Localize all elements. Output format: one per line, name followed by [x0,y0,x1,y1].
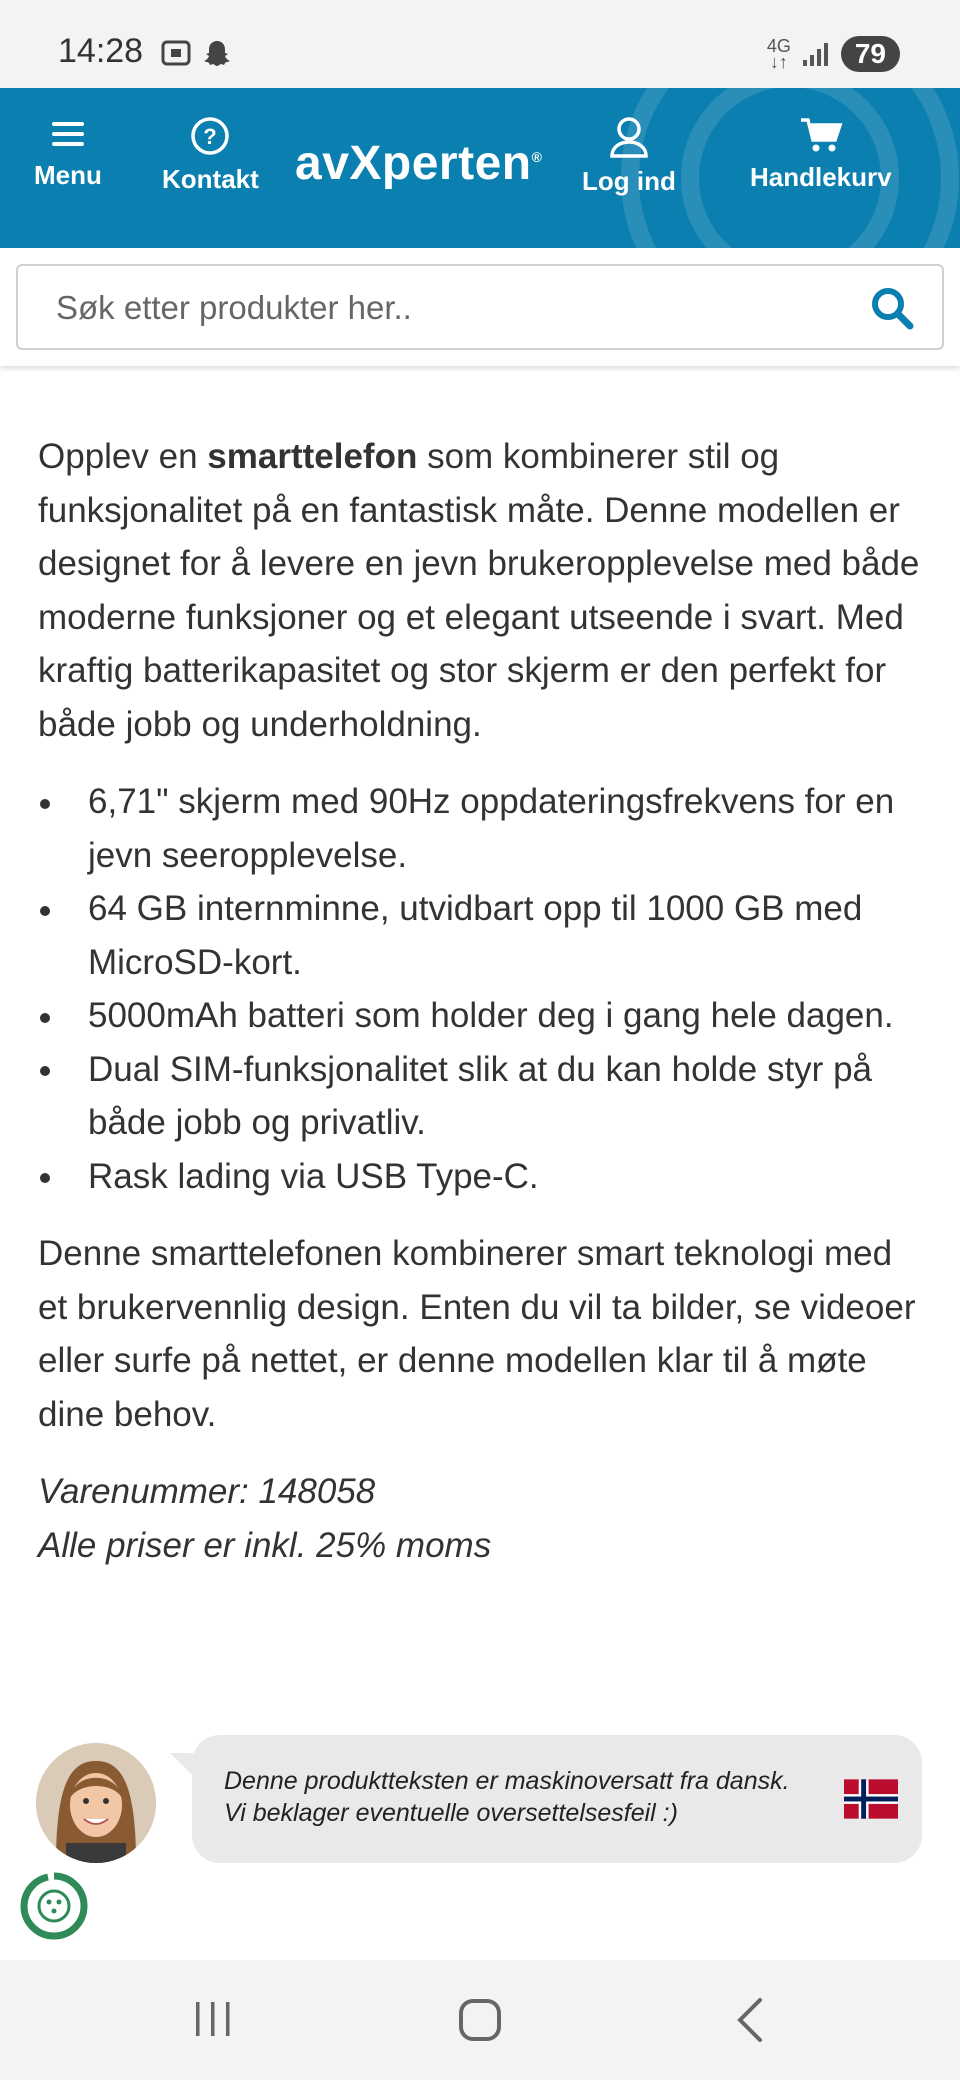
logo-mark: ® [531,149,543,165]
list-item [38,882,928,989]
menu-button[interactable] [34,116,102,191]
cart-label: Handlekurv [750,162,892,192]
translation-bubble [192,1735,922,1863]
translation-note-text [224,1765,790,1829]
intro-paragraph [38,430,928,751]
item-number: Varenummer: 148058 [38,1472,376,1511]
status-bar [0,0,960,88]
network-indicator: 4G ↓↑ [766,36,791,72]
feature-text: Dual SIM-funksjonalitet slik at du kan holde styr på både jobb og privatliv. [88,1049,872,1142]
home-icon[interactable] [456,1996,504,2044]
bullet [38,1043,88,1097]
product-meta [38,1465,928,1572]
site-logo[interactable] [295,136,542,191]
product-description [38,430,928,1596]
help-circle-icon [190,116,230,156]
cart-button[interactable] [750,116,892,193]
intro-text-start: Opplev en [38,437,208,476]
feature-text: 6,71" skjerm med 90Hz oppdateringsfrekvens for en jevn seeropplevelse. [88,782,895,875]
menu-label: Menu [34,160,102,190]
feature-text: Rask lading via USB Type-C. [88,1156,539,1196]
logo-text: avXperten [295,137,532,190]
search-icon[interactable] [870,286,914,330]
svg-text:?: ? [203,124,218,149]
outro-paragraph: Denne smarttelefonen kombinerer smart teknologi med et brukervennlig design. Enten du vil ta bilder, se videoer eller surfe på nettet, er denne modellen klar til å møte dine behov. [38,1234,916,1434]
hamburger-icon [50,116,86,152]
system-status-icons [767,36,900,72]
list-item [38,989,928,1043]
intro-bold-term: smarttelefon [207,437,418,476]
contact-button[interactable] [162,116,259,195]
intro-text-end: som kombinerer stil og funksjonalitet på en fantastisk måte. Denne modellen er designet for å levere en jevn brukeropplevelse med både moderne funksjoner og et elegant utseende i svart. Med kraftig batterikapasitet og stor skjerm er den perfekt for både jobb og underholdning. [38,437,920,744]
bullet [38,775,88,829]
support-avatar [36,1743,156,1863]
contact-label: Kontakt [162,164,259,194]
bullet [38,882,88,936]
back-icon[interactable] [730,1996,770,2044]
signal-icon [801,40,831,68]
vat-note: Alle priser er inkl. 25% moms [38,1525,492,1565]
user-icon [609,116,649,158]
snapchat-icon [202,38,232,68]
status-time: 14:28 [58,32,144,70]
bullet [38,1150,88,1204]
bullet [38,989,88,1043]
feature-text: 64 GB internminne, utvidbart opp til 1000 GB med MicroSD-kort. [88,889,863,982]
screenshot-icon [160,38,192,68]
feature-list [38,775,928,1203]
feature-text: 5000mAh batteri som holder deg i gang hele dagen. [88,996,894,1035]
recent-apps-icon[interactable] [190,1996,236,2042]
system-nav-bar [0,1960,960,2080]
login-label: Log ind [582,166,676,196]
search-bar [0,248,960,366]
note-line-2: Vi beklager eventuelle oversettelsesfeil :) [224,1799,678,1827]
avatar-image [36,1743,156,1863]
battery-level: 79 [841,36,900,72]
notification-icons [160,38,232,68]
login-button[interactable] [582,116,676,197]
norway-flag-icon [844,1779,898,1819]
list-item [38,1043,928,1150]
list-item [38,775,928,882]
site-header [0,88,960,248]
cart-icon [799,116,843,154]
recycle-badge-icon[interactable] [18,1870,90,1942]
note-line-1: Denne produktteksten er maskinoversatt fra dansk. [224,1767,790,1795]
network-type: 4G [766,36,791,56]
search-input[interactable] [54,266,858,350]
search-box [16,264,944,350]
translation-note [0,1735,960,1875]
list-item [38,1150,928,1204]
